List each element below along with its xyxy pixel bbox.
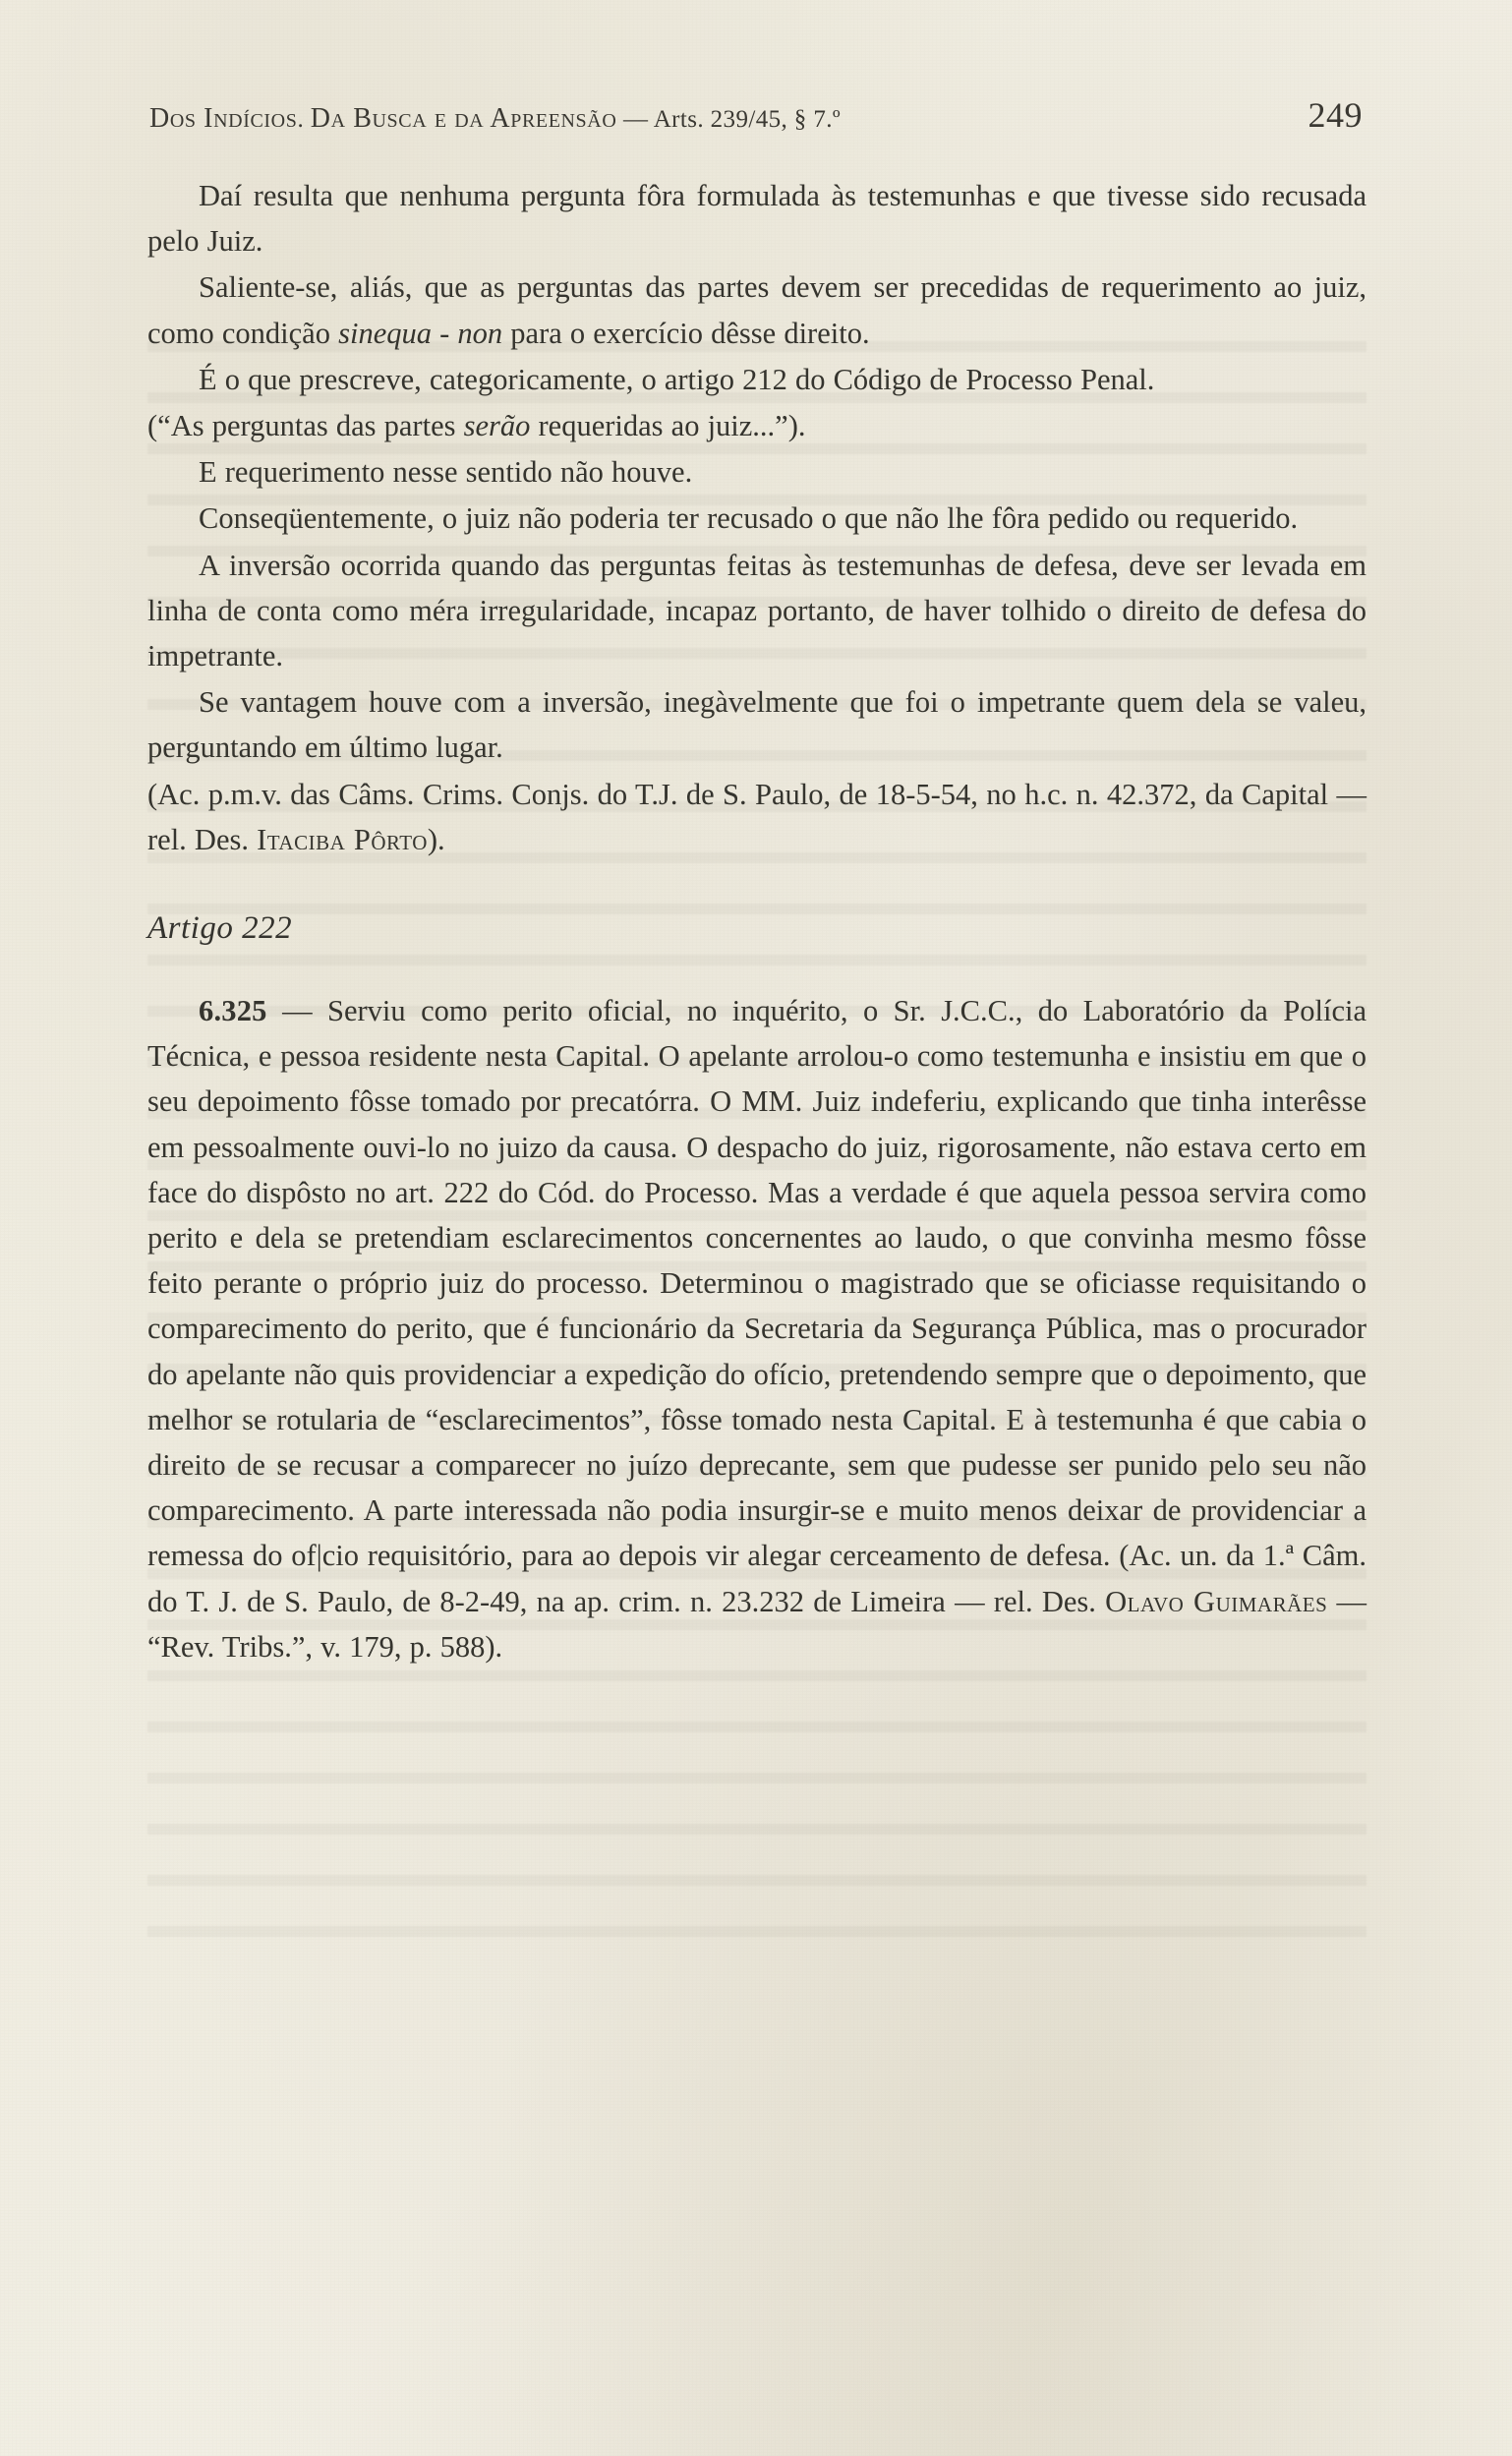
paragraph-3	[147, 357, 1367, 402]
article-heading-label: Artigo 222	[147, 910, 293, 947]
citation-one-post: ).	[427, 822, 445, 856]
section-two-body-text: Serviu como perito oficial, no inquérito, o Sr. J.C.C., do Laboratório da Polícia Técnica, e pessoa residente nesta Capital. O apelante arrolou-o como testemunha e insistiu em que o seu depoimento fôsse tomado por precatórra. O MM. Juiz indeferiu, explicando que tinha interêsse em pessoalmente ouvi-lo no juizo da causa. O despacho do juiz, rigorosamente, não estava certo em face do dispôsto no art. 222 do Cód. do Processo. Mas a verdade é que aquela pessoa servira como perito e dela se pretendiam esclarecimentos concernentes ao laudo, o que convinha mesmo fôsse feito perante o próprio juiz do processo. Determinou o magistrado que se oficiasse requisitando o comparecimento do perito, que é funcionário da Secretaria da Segurança Pública, mas o procurador do apelante não quis providenciar a expedição do ofício, pretendendo sempre que o depoimento, que melhor se rotularia de “esclarecimentos”, fôsse tomado nesta Capital. E à testemunha é que cabia o direito de se recusar a comparecer no juízo deprecante, sem que pudesse ser punido pelo seu não comparecimento. A parte interessada não podia insurgir-se e muito menos deixar de providenciar a remessa do of|cio requisitório, para ao depois vir alegar cerceamento de defesa. (Ac. un. da 1.ª Câm. do T. J. de S. Paulo, de 8-2-49, na ap. crim. n. 23.232 de Limeira — rel. Des.	[147, 994, 1367, 1618]
paragraph-1-text: Daí resulta que nenhuma pergunta fôra formulada às testemunhas e que tivesse sido recusada pelo Juiz.	[147, 179, 1367, 259]
citation-two-tail: — “Rev. Tribs.”, v. 179, p. 588).	[147, 1584, 1367, 1664]
paragraph-2-latin-term: sinequa - non	[338, 316, 503, 350]
paragraph-1	[147, 173, 1367, 263]
running-head-title-part-1: Dos Indícios	[149, 103, 298, 134]
page-number: 249	[1308, 95, 1363, 135]
paragraph-2-post: para o exercício dêsse direito.	[502, 316, 870, 350]
running-head	[149, 94, 1363, 136]
running-head-title-part-2: Da Busca e da Apreensão	[310, 103, 617, 134]
paragraph-4-quotation	[147, 403, 1367, 448]
paragraph-3-text: É o que prescreve, categoricamente, o artigo 212 do Código de Processo Penal.	[199, 362, 1155, 396]
spacer-before-article-heading	[147, 863, 1367, 910]
citation-section-one	[147, 772, 1367, 862]
quotation-post: requeridas ao juiz...”).	[530, 409, 806, 443]
paragraph-5-text: E requerimento nesse sentido não houve.	[199, 455, 693, 490]
paragraph-7-text: A inversão ocorrida quando das perguntas feitas às testemunhas de defesa, deve ser levada em linha de conta como méra irregularidade, incapaz portanto, de haver tolhido o direito de defesa do impetrante.	[147, 548, 1367, 673]
running-head-title-tail: — Arts. 239/45, § 7.º	[616, 106, 842, 133]
case-number-dash: —	[266, 994, 328, 1028]
section-two-paragraph	[147, 988, 1367, 1669]
spacer-after-article-heading	[147, 947, 1367, 988]
paragraph-2-pre: Saliente-se, aliás, que as perguntas das partes devem ser precedidas de requerimento ao juiz, como condição	[147, 270, 1367, 350]
paragraph-8	[147, 679, 1367, 770]
running-head-title	[149, 103, 841, 135]
paragraph-8-text: Se vantagem houve com a inversão, inegàvelmente que foi o impetrante quem dela se valeu, perguntando em último lugar.	[147, 685, 1367, 765]
paragraph-6	[147, 496, 1367, 541]
paragraph-5	[147, 449, 1367, 495]
citation-one-pre: (Ac. p.m.v. das Câms. Crims. Conjs. do T.J. de S. Paulo, de 18-5-54, no h.c. n. 42.372, da Capital — rel. Des.	[147, 777, 1367, 856]
citation-two-judge-name: Olavo Guimarães	[1105, 1584, 1328, 1618]
paragraph-7	[147, 543, 1367, 679]
quotation-emphasis: serão	[463, 409, 531, 443]
citation-one-judge-name: Itaciba Pôrto	[257, 822, 428, 856]
quotation-pre: (“As perguntas das partes	[147, 409, 464, 443]
case-number: 6.325	[199, 994, 267, 1028]
section-one-body	[147, 173, 1367, 1670]
paragraph-6-text: Conseqüentemente, o juiz não poderia ter recusado o que não lhe fôra pedido ou requerido.	[199, 501, 1299, 536]
article-heading	[147, 910, 1367, 947]
paragraph-2	[147, 264, 1367, 355]
running-head-separator: .	[297, 106, 311, 133]
